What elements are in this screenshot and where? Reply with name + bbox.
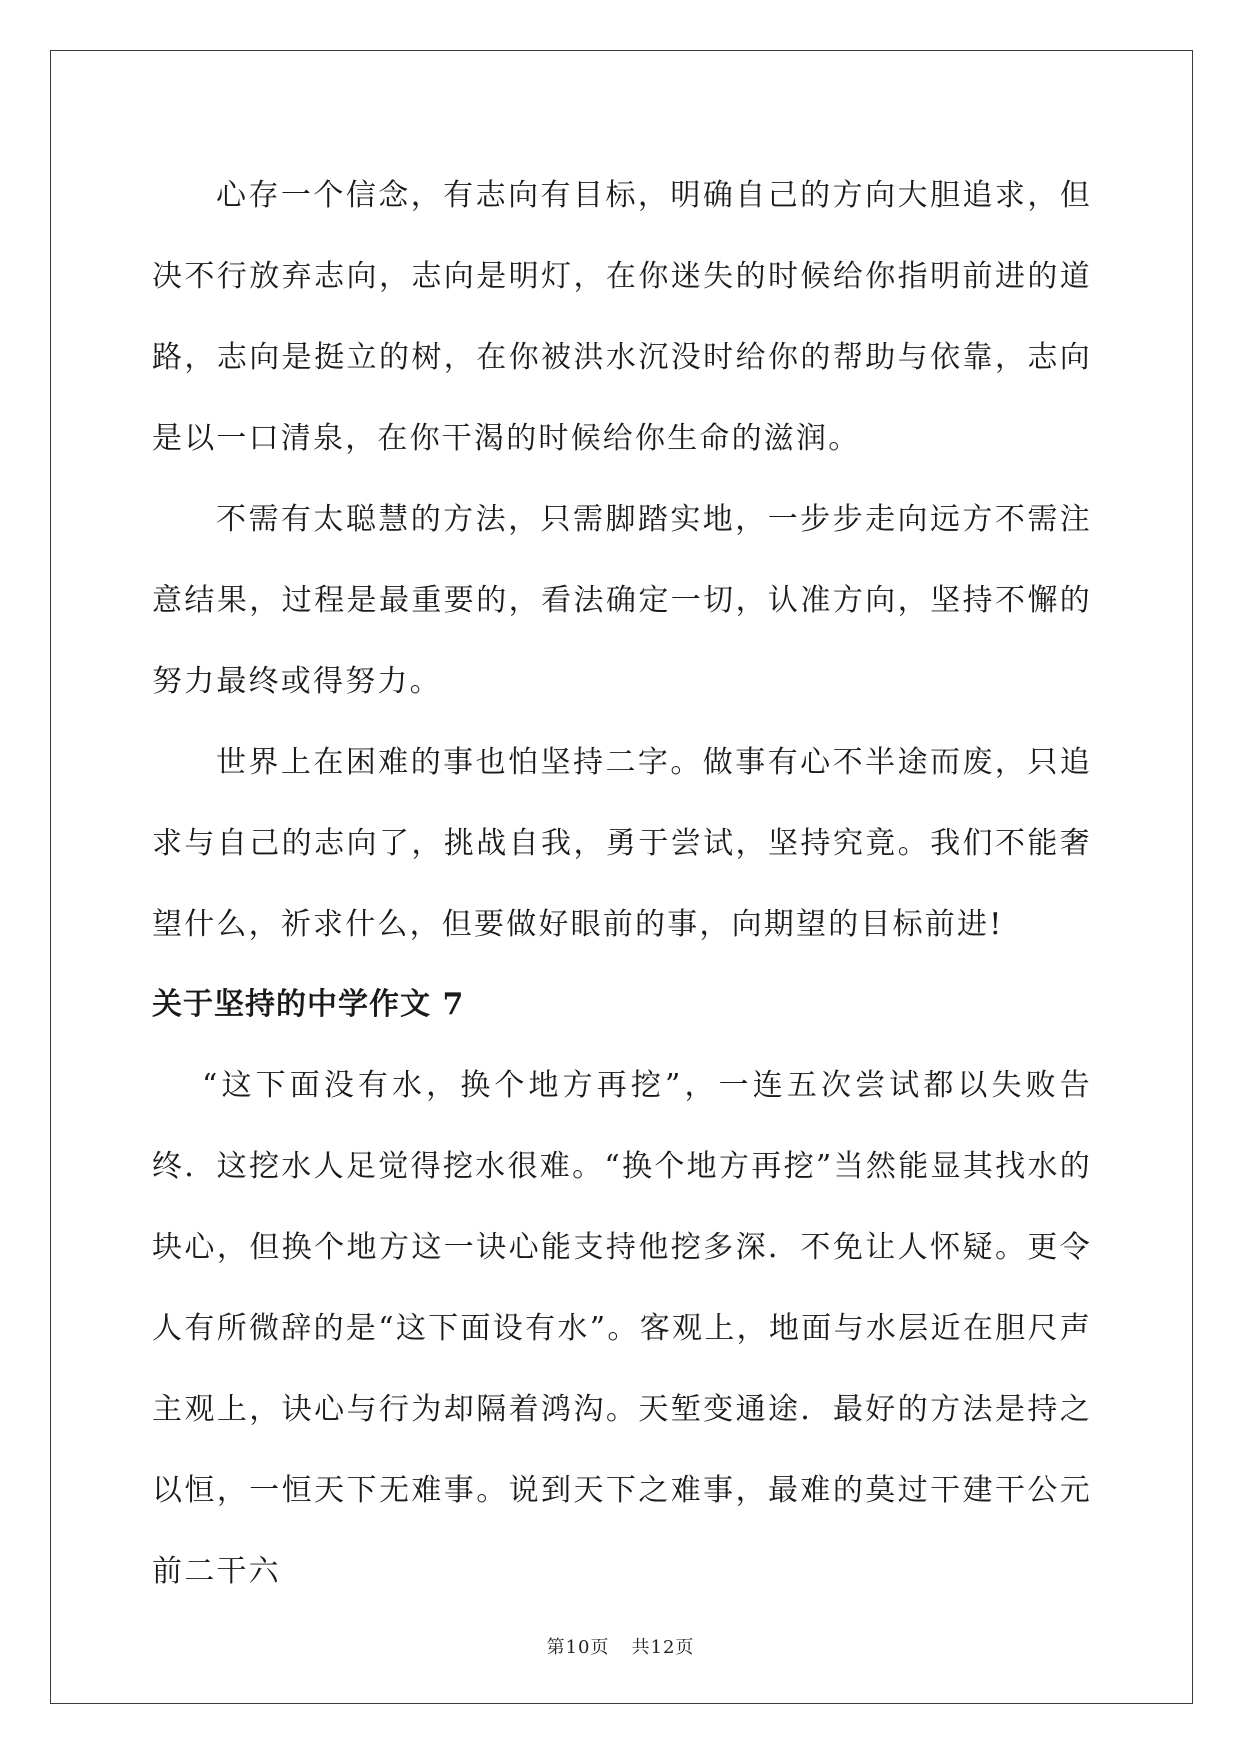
page-number-current: 第10页 xyxy=(546,1637,610,1658)
paragraph-belief: 心存一个信念，有志向有目标，明确自己的方向大胆追求，但决不行放弃志向，志向是明灯，在你迷失的时候给你指明前进的道路，志向是挺立的树，在你被洪水沉没时给你的帮助与依靠，志向是以一口清泉，在你干渴的时候给你生命的滋润。 xyxy=(152,178,1092,456)
section-heading: 关于坚持的中学作文 7 xyxy=(152,987,465,1022)
document-body xyxy=(152,155,1092,1612)
page-footer xyxy=(0,1633,1241,1659)
paragraph-digging-water: “这下面没有水，换个地方再挖”，一连五次尝试都以失败告终．这挖水人足觉得挖水很难。“换个地方再挖”当然能显其找水的块心，但换个地方这一诀心能支持他挖多深．不免让人怀疑。更令人有所微辞的是“这下面设有水”。客观上，地面与水层近在胆尺声主观上，诀心与行为却隔着鸿沟。天堑变通途．最好的方法是持之以恒，一恒天下无难事。说到天下之难事，最难的莫过干建干公元前二干六 xyxy=(152,1068,1092,1589)
paragraph-persistence: 世界上在困难的事也怕坚持二字。做事有心不半途而废，只追求与自己的志向了，挑战自我，勇于尝试，坚持究竟。我们不能奢望什么，祈求什么，但要做好眼前的事，向期望的目标前进! xyxy=(152,745,1092,942)
paragraph-method: 不需有太聪慧的方法，只需脚踏实地，一步步走向远方不需注意结果，过程是最重要的，看法确定一切，认准方向，坚持不懈的努力最终或得努力。 xyxy=(152,502,1092,699)
page-number-total: 共12页 xyxy=(631,1637,695,1658)
